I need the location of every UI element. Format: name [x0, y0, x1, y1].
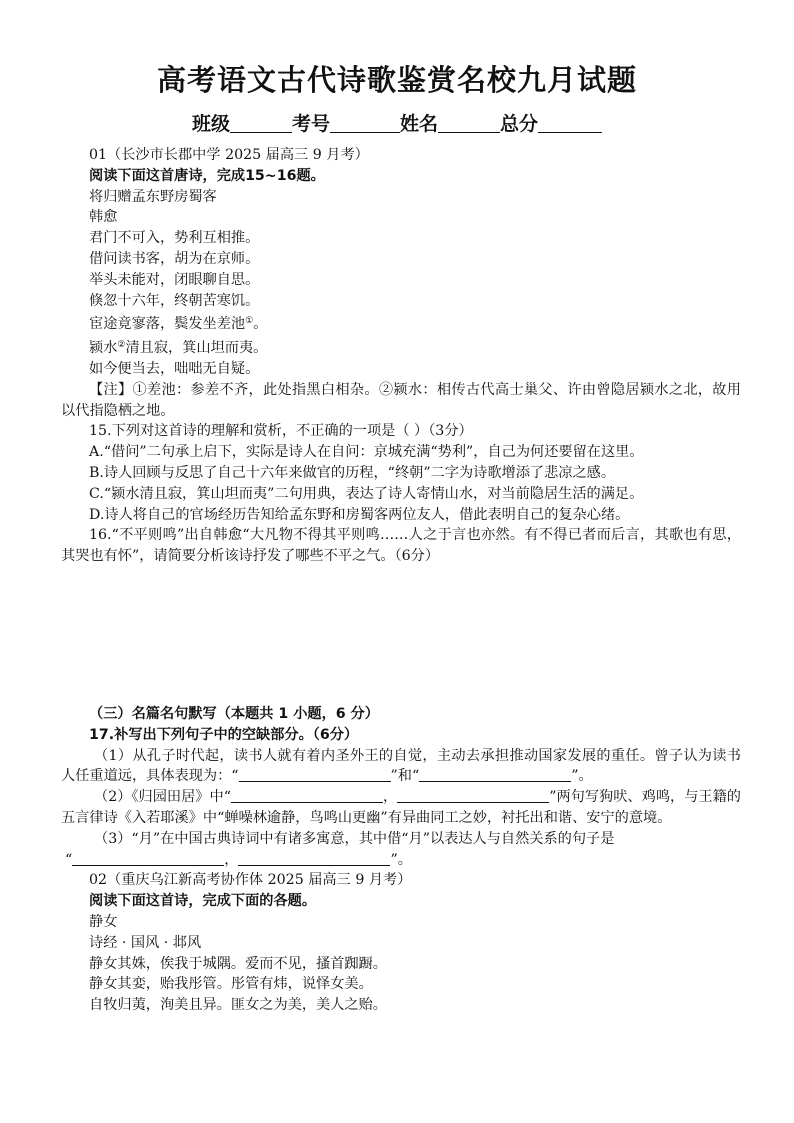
fill-blank[interactable]	[72, 851, 224, 866]
poem1-line	[61, 311, 741, 335]
question-16	[61, 525, 741, 567]
q17-part2-text: （2）《归园田居》中“	[94, 789, 231, 806]
q17-part3-open: “	[65, 851, 73, 868]
section3-source: 02（重庆乌江新高考协作体 2025 届高三 9 月考）	[89, 872, 412, 889]
poem1-author: 韩愈	[89, 209, 118, 226]
section1-instruction: 阅读下面这首唐诗，完成15~16题。	[89, 167, 325, 184]
poem1-line5-text: 宦途竟寥落，鬓发坐差池	[89, 316, 246, 333]
q17-part3-text: （3）“月”在中国古典诗词中有诸多寓意，其中借“月”以表达人与自然关系的句子是	[94, 830, 615, 847]
poem1-line: 举头未能对，闭眼聊自思。	[89, 271, 260, 288]
q17-part3-end: ”。	[390, 851, 412, 868]
poem2-title: 静女	[89, 913, 118, 930]
poem1-line6-start: 颍水	[89, 340, 118, 357]
q17-part2-mid: ，	[382, 789, 398, 806]
fill-blank[interactable]	[397, 788, 549, 803]
page-title: 高考语文古代诗歌鉴赏名校九月试题	[156, 63, 637, 97]
poem1-line6-end: 清且寂，箕山坦而夷。	[125, 340, 268, 357]
name-blank[interactable]	[438, 112, 500, 133]
number-blank[interactable]	[330, 112, 400, 133]
poem1-line: 倏忽十六年，终朝苦寒饥。	[89, 292, 260, 309]
q17-part2-end: ”两句写狗吠、鸡鸣，与王籍的五言律诗《入若耶溪》中“蝉噪林逾静，鸟鸣山更幽”有异曲同工之妙，衬托出和谐、安宁的意境。	[61, 789, 741, 826]
fill-blank[interactable]	[238, 851, 390, 866]
poem2-line: 静女其娈，贻我彤管。彤管有炜，说怿女美。	[89, 976, 373, 993]
question-17: 17.补写出下列句子中的空缺部分。（6分）	[89, 726, 359, 743]
q17-part1-end: ”。	[571, 768, 593, 785]
poem2-line: 静女其姝，俟我于城隅。爱而不见，搔首踟蹰。	[89, 955, 387, 972]
section-heading-recitation: （三）名篇名句默写（本题共 1 小题，6 分）	[89, 705, 379, 722]
score-blank[interactable]	[538, 112, 602, 133]
answer-space[interactable]	[61, 567, 741, 704]
name-label: 姓名	[400, 113, 439, 135]
option-c: C.“颍水清且寂，箕山坦而夷”二句用典，表达了诗人寄情山水，对当前隐居生活的满足。	[89, 485, 644, 502]
student-info-row	[0, 110, 794, 138]
fill-blank[interactable]	[231, 788, 383, 803]
option-a: A.“借问”二句承上启下，实际是诗人在自问：京城充满“势利”，自己为何还要留在这里。	[89, 444, 644, 461]
q17-part3-mid: ，	[224, 851, 239, 868]
poem1-title: 将归赠孟东野房蜀客	[89, 188, 217, 205]
poem1-note	[61, 380, 741, 422]
question-16-text: 16.“不平则鸣”出自韩愈“大凡物不得其平则鸣……人之于言也亦然。有不得已者而后言，其歌也有思，其哭也有怀”，请简要分析该诗抒发了哪些不平之气。（6分）	[61, 527, 741, 565]
question-15: 15.下列对这首诗的理解和赏析，不正确的一项是（ ）（3分）	[89, 423, 473, 440]
option-d: D.诗人将自己的官场经历告知给孟东野和房蜀客两位友人，借此表明自己的复杂心绪。	[89, 506, 630, 523]
score-label: 总分	[500, 113, 539, 135]
number-label: 考号	[291, 113, 330, 135]
poem1-line	[61, 335, 741, 359]
poem1-note-text: 【注】①差池：参差不齐，此处指黑白相杂。②颍水：相传古代高士巢父、许由曾隐居颍水之北，故用以代指隐栖之地。	[61, 381, 741, 419]
poem1-line5-end: 。	[253, 316, 268, 333]
fill-blank[interactable]	[239, 767, 391, 782]
q17-part1	[61, 746, 741, 788]
footnote-mark-2: ②	[117, 340, 126, 351]
poem1-line: 如今便当去，咄咄无自疑。	[89, 360, 260, 377]
poem2-line: 自牧归荑，洵美且异。匪女之为美，美人之贻。	[89, 997, 387, 1014]
q17-part2	[61, 787, 741, 829]
poem1-line: 君门不可入，势利互相推。	[89, 230, 260, 247]
fill-blank[interactable]	[419, 767, 571, 782]
option-b: B.诗人回顾与反思了自己十六年来做官的历程，“终朝”二字为诗歌增添了悲凉之感。	[89, 464, 616, 481]
poem1-line: 借问读书客，胡为在京师。	[89, 250, 260, 267]
section1-source: 01（长沙市长郡中学 2025 届高三 9 月考）	[89, 147, 369, 163]
document-body	[61, 145, 741, 1016]
q17-part3	[61, 829, 741, 850]
class-blank[interactable]	[230, 112, 292, 133]
footnote-mark-1: ①	[245, 316, 254, 327]
q17-part1-mid: ”和“	[390, 768, 420, 785]
class-label: 班级	[191, 113, 230, 135]
poem2-author: 诗经 · 国风 · 邶风	[89, 934, 202, 951]
q17-part1-text: （1）从孔子时代起，读书人就有着内圣外王的自觉，主动去承担推动国家发展的重任。曾子认为读书人任重道远，具体表现为：“	[61, 747, 741, 785]
q17-part3-answer	[61, 850, 741, 871]
section3-instruction: 阅读下面这首诗，完成下面的各题。	[89, 893, 317, 910]
